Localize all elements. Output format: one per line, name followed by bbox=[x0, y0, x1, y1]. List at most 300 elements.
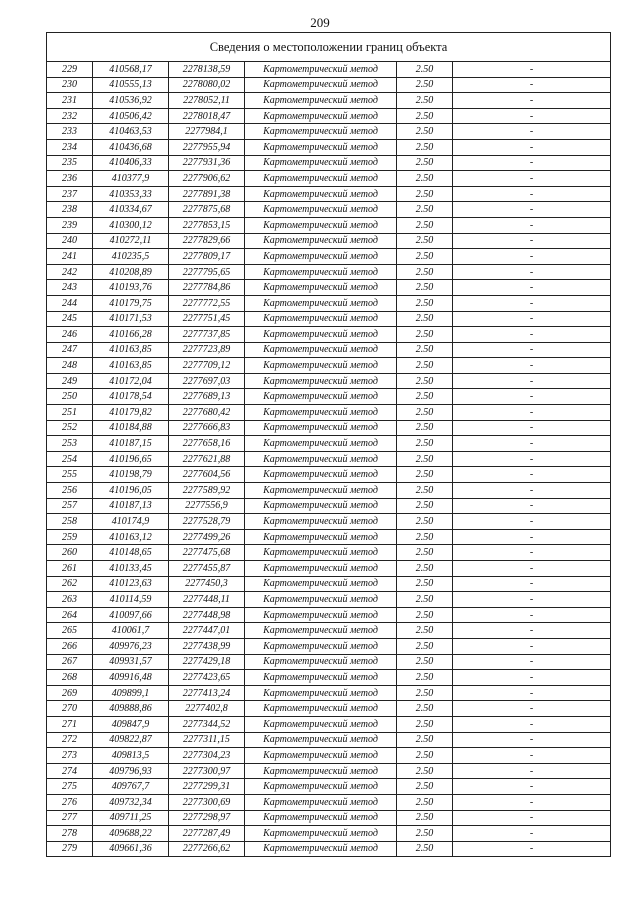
description-cell: - bbox=[453, 249, 611, 265]
accuracy-cell: 2.50 bbox=[397, 93, 453, 109]
accuracy-cell: 2.50 bbox=[397, 389, 453, 405]
table-row bbox=[47, 623, 611, 639]
y-coordinate-cell: 2277344,52 bbox=[169, 716, 245, 732]
method-cell: Картометрический метод bbox=[245, 202, 397, 218]
accuracy-cell: 2.50 bbox=[397, 155, 453, 171]
y-coordinate-cell: 2277299,31 bbox=[169, 779, 245, 795]
point-number-cell: 276 bbox=[47, 794, 93, 810]
point-number-cell: 255 bbox=[47, 467, 93, 483]
method-cell: Картометрический метод bbox=[245, 607, 397, 623]
description-cell: - bbox=[453, 264, 611, 280]
y-coordinate-cell: 2277666,83 bbox=[169, 420, 245, 436]
x-coordinate-cell: 409976,23 bbox=[93, 638, 169, 654]
method-cell: Картометрический метод bbox=[245, 405, 397, 421]
description-cell: - bbox=[453, 451, 611, 467]
method-cell: Картометрический метод bbox=[245, 451, 397, 467]
table-row bbox=[47, 514, 611, 530]
point-number-cell: 277 bbox=[47, 810, 93, 826]
accuracy-cell: 2.50 bbox=[397, 794, 453, 810]
table-row bbox=[47, 233, 611, 249]
point-number-cell: 238 bbox=[47, 202, 93, 218]
description-cell: - bbox=[453, 514, 611, 530]
y-coordinate-cell: 2277300,97 bbox=[169, 763, 245, 779]
x-coordinate-cell: 410174,9 bbox=[93, 514, 169, 530]
point-number-cell: 256 bbox=[47, 483, 93, 499]
y-coordinate-cell: 2277311,15 bbox=[169, 732, 245, 748]
table-row bbox=[47, 327, 611, 343]
accuracy-cell: 2.50 bbox=[397, 77, 453, 93]
description-cell: - bbox=[453, 62, 611, 78]
y-coordinate-cell: 2277621,88 bbox=[169, 451, 245, 467]
description-cell: - bbox=[453, 763, 611, 779]
accuracy-cell: 2.50 bbox=[397, 217, 453, 233]
y-coordinate-cell: 2277499,26 bbox=[169, 529, 245, 545]
accuracy-cell: 2.50 bbox=[397, 233, 453, 249]
method-cell: Картометрический метод bbox=[245, 217, 397, 233]
method-cell: Картометрический метод bbox=[245, 436, 397, 452]
point-number-cell: 247 bbox=[47, 342, 93, 358]
x-coordinate-cell: 410334,67 bbox=[93, 202, 169, 218]
method-cell: Картометрический метод bbox=[245, 841, 397, 857]
y-coordinate-cell: 2277589,92 bbox=[169, 483, 245, 499]
description-cell: - bbox=[453, 217, 611, 233]
table-row bbox=[47, 498, 611, 514]
description-cell: - bbox=[453, 794, 611, 810]
y-coordinate-cell: 2277304,23 bbox=[169, 748, 245, 764]
description-cell: - bbox=[453, 732, 611, 748]
x-coordinate-cell: 410172,04 bbox=[93, 373, 169, 389]
x-coordinate-cell: 409888,86 bbox=[93, 701, 169, 717]
point-number-cell: 242 bbox=[47, 264, 93, 280]
table-row bbox=[47, 155, 611, 171]
table-row bbox=[47, 93, 611, 109]
point-number-cell: 275 bbox=[47, 779, 93, 795]
x-coordinate-cell: 410555,13 bbox=[93, 77, 169, 93]
boundary-coordinates-table bbox=[46, 32, 611, 857]
point-number-cell: 246 bbox=[47, 327, 93, 343]
point-number-cell: 248 bbox=[47, 358, 93, 374]
method-cell: Картометрический метод bbox=[245, 280, 397, 296]
method-cell: Картометрический метод bbox=[245, 233, 397, 249]
method-cell: Картометрический метод bbox=[245, 561, 397, 577]
point-number-cell: 243 bbox=[47, 280, 93, 296]
table-row bbox=[47, 311, 611, 327]
x-coordinate-cell: 409796,93 bbox=[93, 763, 169, 779]
method-cell: Картометрический метод bbox=[245, 794, 397, 810]
table-row bbox=[47, 264, 611, 280]
y-coordinate-cell: 2277448,11 bbox=[169, 592, 245, 608]
table-row bbox=[47, 249, 611, 265]
y-coordinate-cell: 2278052,11 bbox=[169, 93, 245, 109]
table-row bbox=[47, 186, 611, 202]
method-cell: Картометрический метод bbox=[245, 576, 397, 592]
point-number-cell: 252 bbox=[47, 420, 93, 436]
accuracy-cell: 2.50 bbox=[397, 249, 453, 265]
y-coordinate-cell: 2277853,15 bbox=[169, 217, 245, 233]
x-coordinate-cell: 409847,9 bbox=[93, 716, 169, 732]
y-coordinate-cell: 2277955,94 bbox=[169, 139, 245, 155]
x-coordinate-cell: 410178,54 bbox=[93, 389, 169, 405]
point-number-cell: 254 bbox=[47, 451, 93, 467]
method-cell: Картометрический метод bbox=[245, 342, 397, 358]
description-cell: - bbox=[453, 685, 611, 701]
accuracy-cell: 2.50 bbox=[397, 701, 453, 717]
table-row bbox=[47, 685, 611, 701]
x-coordinate-cell: 409732,34 bbox=[93, 794, 169, 810]
table-row bbox=[47, 748, 611, 764]
y-coordinate-cell: 2278138,59 bbox=[169, 62, 245, 78]
point-number-cell: 278 bbox=[47, 826, 93, 842]
table-row bbox=[47, 202, 611, 218]
point-number-cell: 237 bbox=[47, 186, 93, 202]
accuracy-cell: 2.50 bbox=[397, 732, 453, 748]
y-coordinate-cell: 2277528,79 bbox=[169, 514, 245, 530]
x-coordinate-cell: 410097,66 bbox=[93, 607, 169, 623]
x-coordinate-cell: 410179,82 bbox=[93, 405, 169, 421]
point-number-cell: 235 bbox=[47, 155, 93, 171]
description-cell: - bbox=[453, 202, 611, 218]
table-row bbox=[47, 420, 611, 436]
method-cell: Картометрический метод bbox=[245, 748, 397, 764]
table-row bbox=[47, 592, 611, 608]
y-coordinate-cell: 2277300,69 bbox=[169, 794, 245, 810]
method-cell: Картометрический метод bbox=[245, 779, 397, 795]
accuracy-cell: 2.50 bbox=[397, 685, 453, 701]
description-cell: - bbox=[453, 93, 611, 109]
table-row bbox=[47, 716, 611, 732]
description-cell: - bbox=[453, 716, 611, 732]
point-number-cell: 271 bbox=[47, 716, 93, 732]
description-cell: - bbox=[453, 779, 611, 795]
table-row bbox=[47, 217, 611, 233]
accuracy-cell: 2.50 bbox=[397, 810, 453, 826]
method-cell: Картометрический метод bbox=[245, 654, 397, 670]
y-coordinate-cell: 2277402,8 bbox=[169, 701, 245, 717]
point-number-cell: 244 bbox=[47, 295, 93, 311]
accuracy-cell: 2.50 bbox=[397, 327, 453, 343]
method-cell: Картометрический метод bbox=[245, 498, 397, 514]
accuracy-cell: 2.50 bbox=[397, 436, 453, 452]
table-row bbox=[47, 171, 611, 187]
x-coordinate-cell: 410133,45 bbox=[93, 561, 169, 577]
accuracy-cell: 2.50 bbox=[397, 779, 453, 795]
accuracy-cell: 2.50 bbox=[397, 841, 453, 857]
method-cell: Картометрический метод bbox=[245, 420, 397, 436]
accuracy-cell: 2.50 bbox=[397, 405, 453, 421]
method-cell: Картометрический метод bbox=[245, 171, 397, 187]
y-coordinate-cell: 2277772,55 bbox=[169, 295, 245, 311]
accuracy-cell: 2.50 bbox=[397, 545, 453, 561]
accuracy-cell: 2.50 bbox=[397, 280, 453, 296]
y-coordinate-cell: 2277784,86 bbox=[169, 280, 245, 296]
description-cell: - bbox=[453, 638, 611, 654]
point-number-cell: 250 bbox=[47, 389, 93, 405]
x-coordinate-cell: 410123,63 bbox=[93, 576, 169, 592]
accuracy-cell: 2.50 bbox=[397, 748, 453, 764]
y-coordinate-cell: 2277737,85 bbox=[169, 327, 245, 343]
table-row bbox=[47, 405, 611, 421]
accuracy-cell: 2.50 bbox=[397, 483, 453, 499]
y-coordinate-cell: 2277450,3 bbox=[169, 576, 245, 592]
description-cell: - bbox=[453, 311, 611, 327]
description-cell: - bbox=[453, 327, 611, 343]
method-cell: Картометрический метод bbox=[245, 810, 397, 826]
x-coordinate-cell: 410163,85 bbox=[93, 342, 169, 358]
y-coordinate-cell: 2277723,89 bbox=[169, 342, 245, 358]
description-cell: - bbox=[453, 171, 611, 187]
accuracy-cell: 2.50 bbox=[397, 498, 453, 514]
accuracy-cell: 2.50 bbox=[397, 373, 453, 389]
x-coordinate-cell: 410163,85 bbox=[93, 358, 169, 374]
method-cell: Картометрический метод bbox=[245, 186, 397, 202]
point-number-cell: 239 bbox=[47, 217, 93, 233]
method-cell: Картометрический метод bbox=[245, 264, 397, 280]
method-cell: Картометрический метод bbox=[245, 62, 397, 78]
method-cell: Картометрический метод bbox=[245, 592, 397, 608]
point-number-cell: 241 bbox=[47, 249, 93, 265]
table-row bbox=[47, 529, 611, 545]
description-cell: - bbox=[453, 748, 611, 764]
x-coordinate-cell: 409916,48 bbox=[93, 670, 169, 686]
x-coordinate-cell: 410506,42 bbox=[93, 108, 169, 124]
description-cell: - bbox=[453, 155, 611, 171]
page-number: 209 bbox=[310, 15, 330, 30]
method-cell: Картометрический метод bbox=[245, 373, 397, 389]
accuracy-cell: 2.50 bbox=[397, 342, 453, 358]
description-cell: - bbox=[453, 295, 611, 311]
x-coordinate-cell: 410198,79 bbox=[93, 467, 169, 483]
point-number-cell: 269 bbox=[47, 685, 93, 701]
x-coordinate-cell: 410536,92 bbox=[93, 93, 169, 109]
accuracy-cell: 2.50 bbox=[397, 358, 453, 374]
accuracy-cell: 2.50 bbox=[397, 826, 453, 842]
table-row bbox=[47, 62, 611, 78]
point-number-cell: 240 bbox=[47, 233, 93, 249]
method-cell: Картометрический метод bbox=[245, 358, 397, 374]
description-cell: - bbox=[453, 701, 611, 717]
method-cell: Картометрический метод bbox=[245, 545, 397, 561]
accuracy-cell: 2.50 bbox=[397, 451, 453, 467]
x-coordinate-cell: 410187,13 bbox=[93, 498, 169, 514]
y-coordinate-cell: 2277287,49 bbox=[169, 826, 245, 842]
x-coordinate-cell: 410196,05 bbox=[93, 483, 169, 499]
description-cell: - bbox=[453, 592, 611, 608]
x-coordinate-cell: 409813,5 bbox=[93, 748, 169, 764]
accuracy-cell: 2.50 bbox=[397, 264, 453, 280]
description-cell: - bbox=[453, 654, 611, 670]
table-row bbox=[47, 545, 611, 561]
description-cell: - bbox=[453, 810, 611, 826]
description-cell: - bbox=[453, 826, 611, 842]
table-row bbox=[47, 670, 611, 686]
point-number-cell: 236 bbox=[47, 171, 93, 187]
description-cell: - bbox=[453, 436, 611, 452]
point-number-cell: 258 bbox=[47, 514, 93, 530]
description-cell: - bbox=[453, 483, 611, 499]
y-coordinate-cell: 2277809,17 bbox=[169, 249, 245, 265]
x-coordinate-cell: 410196,65 bbox=[93, 451, 169, 467]
point-number-cell: 249 bbox=[47, 373, 93, 389]
table-title: Сведения о местоположении границ объекта bbox=[47, 33, 611, 62]
table-row bbox=[47, 358, 611, 374]
table-row bbox=[47, 826, 611, 842]
accuracy-cell: 2.50 bbox=[397, 763, 453, 779]
point-number-cell: 270 bbox=[47, 701, 93, 717]
table-row bbox=[47, 389, 611, 405]
y-coordinate-cell: 2277658,16 bbox=[169, 436, 245, 452]
method-cell: Картометрический метод bbox=[245, 249, 397, 265]
method-cell: Картометрический метод bbox=[245, 638, 397, 654]
method-cell: Картометрический метод bbox=[245, 467, 397, 483]
point-number-cell: 232 bbox=[47, 108, 93, 124]
accuracy-cell: 2.50 bbox=[397, 186, 453, 202]
accuracy-cell: 2.50 bbox=[397, 202, 453, 218]
method-cell: Картометрический метод bbox=[245, 389, 397, 405]
method-cell: Картометрический метод bbox=[245, 311, 397, 327]
y-coordinate-cell: 2277689,13 bbox=[169, 389, 245, 405]
table-row bbox=[47, 561, 611, 577]
table-row bbox=[47, 451, 611, 467]
table-row bbox=[47, 576, 611, 592]
table-row bbox=[47, 108, 611, 124]
point-number-cell: 263 bbox=[47, 592, 93, 608]
table-row bbox=[47, 841, 611, 857]
y-coordinate-cell: 2277875,68 bbox=[169, 202, 245, 218]
method-cell: Картометрический метод bbox=[245, 124, 397, 140]
accuracy-cell: 2.50 bbox=[397, 529, 453, 545]
table-row bbox=[47, 295, 611, 311]
y-coordinate-cell: 2277829,66 bbox=[169, 233, 245, 249]
y-coordinate-cell: 2277891,38 bbox=[169, 186, 245, 202]
accuracy-cell: 2.50 bbox=[397, 62, 453, 78]
point-number-cell: 253 bbox=[47, 436, 93, 452]
x-coordinate-cell: 410463,53 bbox=[93, 124, 169, 140]
point-number-cell: 234 bbox=[47, 139, 93, 155]
table-row bbox=[47, 342, 611, 358]
x-coordinate-cell: 410193,76 bbox=[93, 280, 169, 296]
method-cell: Картометрический метод bbox=[245, 701, 397, 717]
point-number-cell: 266 bbox=[47, 638, 93, 654]
method-cell: Картометрический метод bbox=[245, 732, 397, 748]
y-coordinate-cell: 2277556,9 bbox=[169, 498, 245, 514]
point-number-cell: 264 bbox=[47, 607, 93, 623]
description-cell: - bbox=[453, 561, 611, 577]
x-coordinate-cell: 409822,87 bbox=[93, 732, 169, 748]
point-number-cell: 231 bbox=[47, 93, 93, 109]
description-cell: - bbox=[453, 841, 611, 857]
accuracy-cell: 2.50 bbox=[397, 514, 453, 530]
description-cell: - bbox=[453, 358, 611, 374]
description-cell: - bbox=[453, 186, 611, 202]
y-coordinate-cell: 2277429,18 bbox=[169, 654, 245, 670]
accuracy-cell: 2.50 bbox=[397, 623, 453, 639]
point-number-cell: 268 bbox=[47, 670, 93, 686]
point-number-cell: 259 bbox=[47, 529, 93, 545]
point-number-cell: 274 bbox=[47, 763, 93, 779]
x-coordinate-cell: 410166,28 bbox=[93, 327, 169, 343]
table-row bbox=[47, 77, 611, 93]
accuracy-cell: 2.50 bbox=[397, 638, 453, 654]
y-coordinate-cell: 2278080,02 bbox=[169, 77, 245, 93]
y-coordinate-cell: 2277751,45 bbox=[169, 311, 245, 327]
x-coordinate-cell: 410163,12 bbox=[93, 529, 169, 545]
point-number-cell: 261 bbox=[47, 561, 93, 577]
method-cell: Картометрический метод bbox=[245, 716, 397, 732]
x-coordinate-cell: 409688,22 bbox=[93, 826, 169, 842]
description-cell: - bbox=[453, 405, 611, 421]
description-cell: - bbox=[453, 139, 611, 155]
x-coordinate-cell: 410114,59 bbox=[93, 592, 169, 608]
point-number-cell: 257 bbox=[47, 498, 93, 514]
method-cell: Картометрический метод bbox=[245, 295, 397, 311]
x-coordinate-cell: 409661,36 bbox=[93, 841, 169, 857]
y-coordinate-cell: 2277438,99 bbox=[169, 638, 245, 654]
table-title-row bbox=[47, 33, 611, 62]
point-number-cell: 272 bbox=[47, 732, 93, 748]
accuracy-cell: 2.50 bbox=[397, 295, 453, 311]
table-row bbox=[47, 654, 611, 670]
accuracy-cell: 2.50 bbox=[397, 716, 453, 732]
method-cell: Картометрический метод bbox=[245, 685, 397, 701]
table-row bbox=[47, 280, 611, 296]
point-number-cell: 230 bbox=[47, 77, 93, 93]
y-coordinate-cell: 2277680,42 bbox=[169, 405, 245, 421]
y-coordinate-cell: 2277266,62 bbox=[169, 841, 245, 857]
method-cell: Картометрический метод bbox=[245, 514, 397, 530]
description-cell: - bbox=[453, 467, 611, 483]
description-cell: - bbox=[453, 576, 611, 592]
method-cell: Картометрический метод bbox=[245, 623, 397, 639]
x-coordinate-cell: 410179,75 bbox=[93, 295, 169, 311]
point-number-cell: 260 bbox=[47, 545, 93, 561]
x-coordinate-cell: 410171,53 bbox=[93, 311, 169, 327]
y-coordinate-cell: 2277448,98 bbox=[169, 607, 245, 623]
point-number-cell: 279 bbox=[47, 841, 93, 857]
x-coordinate-cell: 410061,7 bbox=[93, 623, 169, 639]
description-cell: - bbox=[453, 389, 611, 405]
y-coordinate-cell: 2277984,1 bbox=[169, 124, 245, 140]
y-coordinate-cell: 2277931,36 bbox=[169, 155, 245, 171]
description-cell: - bbox=[453, 623, 611, 639]
y-coordinate-cell: 2277413,24 bbox=[169, 685, 245, 701]
table-row bbox=[47, 810, 611, 826]
y-coordinate-cell: 2277447,01 bbox=[169, 623, 245, 639]
x-coordinate-cell: 409931,57 bbox=[93, 654, 169, 670]
y-coordinate-cell: 2278018,47 bbox=[169, 108, 245, 124]
accuracy-cell: 2.50 bbox=[397, 607, 453, 623]
x-coordinate-cell: 410235,5 bbox=[93, 249, 169, 265]
y-coordinate-cell: 2277475,68 bbox=[169, 545, 245, 561]
description-cell: - bbox=[453, 670, 611, 686]
table-row bbox=[47, 124, 611, 140]
y-coordinate-cell: 2277709,12 bbox=[169, 358, 245, 374]
accuracy-cell: 2.50 bbox=[397, 420, 453, 436]
accuracy-cell: 2.50 bbox=[397, 592, 453, 608]
description-cell: - bbox=[453, 124, 611, 140]
x-coordinate-cell: 409899,1 bbox=[93, 685, 169, 701]
description-cell: - bbox=[453, 108, 611, 124]
table-row bbox=[47, 779, 611, 795]
y-coordinate-cell: 2277697,03 bbox=[169, 373, 245, 389]
description-cell: - bbox=[453, 77, 611, 93]
table-row bbox=[47, 373, 611, 389]
y-coordinate-cell: 2277298,97 bbox=[169, 810, 245, 826]
x-coordinate-cell: 410377,9 bbox=[93, 171, 169, 187]
accuracy-cell: 2.50 bbox=[397, 139, 453, 155]
x-coordinate-cell: 410300,12 bbox=[93, 217, 169, 233]
x-coordinate-cell: 409767,7 bbox=[93, 779, 169, 795]
table-row bbox=[47, 436, 611, 452]
